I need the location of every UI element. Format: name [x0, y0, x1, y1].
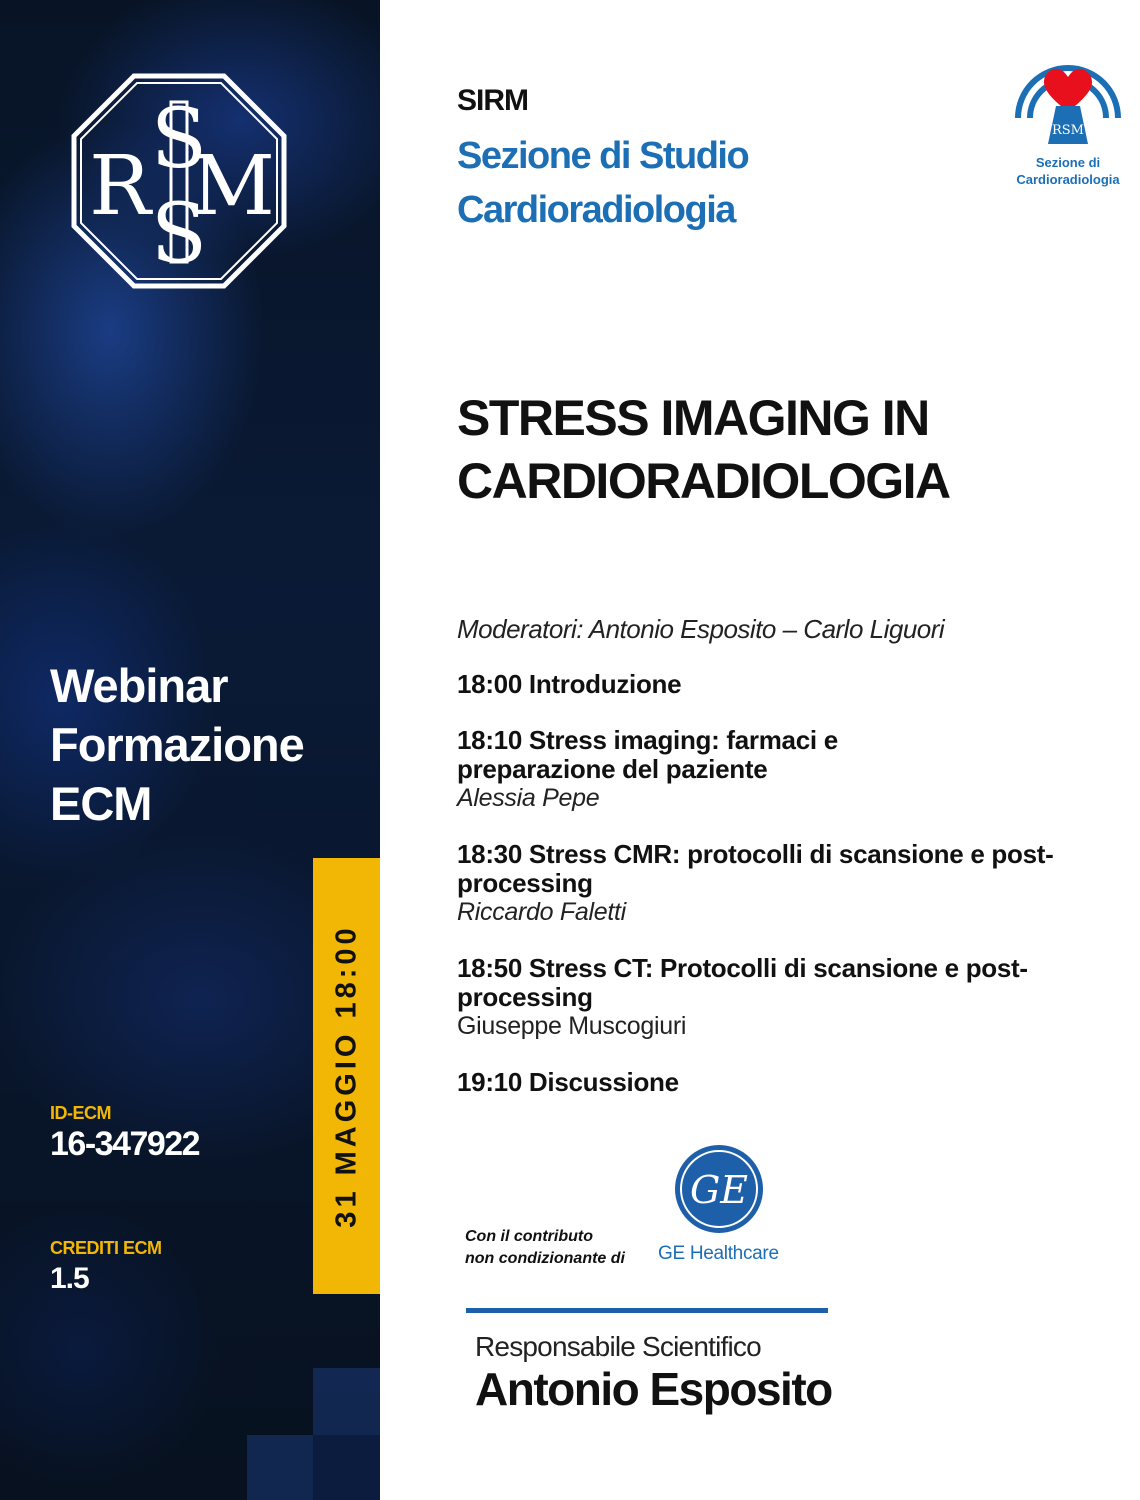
ge-monogram: GE: [689, 1168, 749, 1212]
sponsor-text: [465, 1226, 625, 1270]
moderators: Moderatori: Antonio Esposito – Carlo Liguori: [457, 614, 945, 644]
agenda-item: [457, 726, 1097, 813]
ge-healthcare-logo: [673, 1143, 765, 1235]
agenda-item-title: 18:00 Introduzione: [457, 669, 682, 699]
pixel-block: [247, 1435, 313, 1500]
badge-monogram: RSM: [1051, 123, 1085, 138]
badge-line: Sezione di: [1035, 155, 1101, 170]
svg-text:R: R: [89, 139, 151, 234]
svg-text:S: S: [150, 92, 208, 187]
event-title-line: STRESS IMAGING IN: [457, 390, 929, 446]
left-panel: [0, 0, 380, 1500]
webinar-line: Webinar: [50, 659, 228, 712]
agenda-item: [457, 1068, 1097, 1097]
credits-value: 1.5: [50, 1262, 89, 1295]
agenda-item-title: 18:30 Stress CMR: protocolli di scansione e post-processing: [457, 839, 1054, 898]
section-line: Cardioradiologia: [457, 189, 735, 231]
agenda-item-title: 18:10 Stress imaging: farmaci e preparazione del paziente: [457, 725, 838, 784]
date-time: 31 MAGGIO 18:00: [330, 924, 362, 1228]
agenda-item: [457, 954, 1097, 1041]
section-title: [457, 129, 748, 237]
id-ecm-value: 16-347922: [50, 1125, 200, 1163]
svg-text:M: M: [191, 139, 275, 234]
event-title-line: CARDIORADIOLOGIA: [457, 453, 950, 509]
agenda-item-speaker: Alessia Pepe: [457, 784, 600, 812]
date-strip: [313, 858, 380, 1294]
sponsor-name: GE Healthcare: [658, 1243, 779, 1264]
agenda: [457, 670, 1097, 1124]
agenda-item: [457, 670, 1097, 699]
webinar-title: [50, 656, 304, 833]
cardioradiologia-badge-logo: [1006, 40, 1130, 190]
footer-divider: [466, 1308, 828, 1313]
credits-label: CREDITI ECM: [50, 1238, 162, 1258]
section-line: Sezione di Studio: [457, 135, 749, 177]
agenda-item: [457, 840, 1097, 927]
sirm-logo: [70, 72, 288, 290]
event-title: [457, 387, 950, 513]
responsible-name: Antonio Esposito: [475, 1363, 832, 1415]
agenda-item-title: 19:10 Discussione: [457, 1067, 679, 1097]
sponsor-text-line: non condizionante di: [465, 1250, 625, 1267]
id-ecm-label: ID-ECM: [50, 1103, 111, 1123]
agenda-item-title: 18:50 Stress CT: Protocolli di scansione e post-processing: [457, 953, 1028, 1012]
svg-text:S: S: [150, 187, 208, 282]
pixel-block: [313, 1368, 380, 1435]
webinar-line: Formazione: [50, 718, 304, 771]
webinar-line: ECM: [50, 777, 152, 830]
pixel-block: [313, 1435, 380, 1500]
agenda-item-speaker: Riccardo Faletti: [457, 898, 626, 926]
org-name: SIRM: [457, 84, 528, 117]
sponsor-text-line: Con il contributo: [465, 1228, 593, 1245]
responsible-label: Responsabile Scientifico: [475, 1331, 761, 1362]
badge-line: Cardioradiologia: [1016, 172, 1120, 187]
agenda-item-speaker: Giuseppe Muscogiuri: [457, 1012, 687, 1040]
